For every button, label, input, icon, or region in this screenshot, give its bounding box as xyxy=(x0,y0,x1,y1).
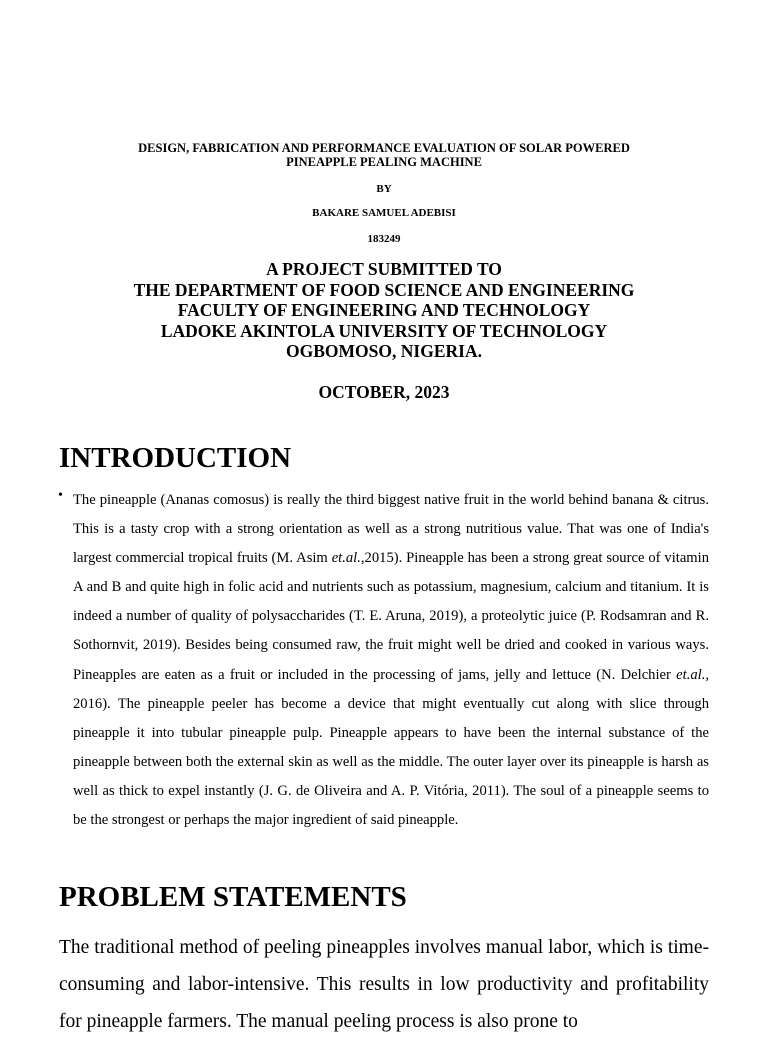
thesis-title xyxy=(0,141,768,169)
by-label: BY xyxy=(376,183,392,195)
submission-block xyxy=(0,259,768,362)
citation-etal: et.al., xyxy=(676,666,709,683)
submission-line: OGBOMOSO, NIGERIA. xyxy=(286,341,482,362)
intro-text: 2016). The pineapple peeler has become a device that might eventually cut along with slice through pineapple it into tubular pineapple pulp. Pineapple appears to have been the internal substance of the pineapple between both the external skin as well as the middle. The outer layer over its pineapple is harsh as well as thick to expel instantly (J. G. de Oliveira and A. P. Vitória, 2011). The soul of a pineapple seems to be the strongest or perhaps the major ingredient of said pineapple. xyxy=(73,695,709,829)
submission-line: A PROJECT SUBMITTED TO xyxy=(266,259,502,279)
citation-etal: et.al., xyxy=(331,550,365,567)
thesis-title-line-1: DESIGN, FABRICATION AND PERFORMANCE EVALUATION OF SOLAR POWERED xyxy=(138,141,630,155)
matric-number: 183249 xyxy=(367,233,401,245)
intro-text: 2015). Pineapple has been a strong great source of vitamin A and B and quite high in folic acid and nutrients such as potassium, magnesium, calcium and titanium. It is indeed a number of quality of polysaccharides (T. E. Aruna, 2019), a proteolytic juice (P. Rodsamran and R. Sothornvit, 2019). Besides being consumed raw, the fruit might well be dried and cooked in various ways. Pineapples are eaten as a fruit or included in the processing of jams, jelly and lettuce (N. Delchier xyxy=(73,550,709,683)
submission-line: FACULTY OF ENGINEERING AND TECHNOLOGY xyxy=(177,300,591,321)
submission-date: OCTOBER, 2023 xyxy=(318,382,450,402)
submission-line: LADOKE AKINTOLA UNIVERSITY OF TECHNOLOGY xyxy=(160,320,608,341)
intro-text: The pineapple (Ananas comosus) is really the third biggest native fruit in the world behind banana & citrus. This is a tasty crop with a strong orientation as well as a strong nutritious value. That was one of India's largest commercial tropical fruits (M. Asim xyxy=(73,492,709,567)
author-name: BAKARE SAMUEL ADEBISI xyxy=(312,207,456,219)
thesis-title-line-2: PINEAPPLE PEALING MACHINE xyxy=(286,155,482,169)
bullet-icon: • xyxy=(58,488,63,503)
introduction-heading: INTRODUCTION xyxy=(59,442,292,474)
problem-paragraph: The traditional method of peeling pineapples involves manual labor, which is time-consuming and labor-intensive. This results in low productivity and profitability for pineapple farmers. The manual peeling process is also prone to xyxy=(59,937,709,1032)
problem-statements-heading: PROBLEM STATEMENTS xyxy=(59,881,407,913)
submission-line: THE DEPARTMENT OF FOOD SCIENCE AND ENGINEERING xyxy=(133,279,635,300)
introduction-paragraph xyxy=(73,486,709,835)
